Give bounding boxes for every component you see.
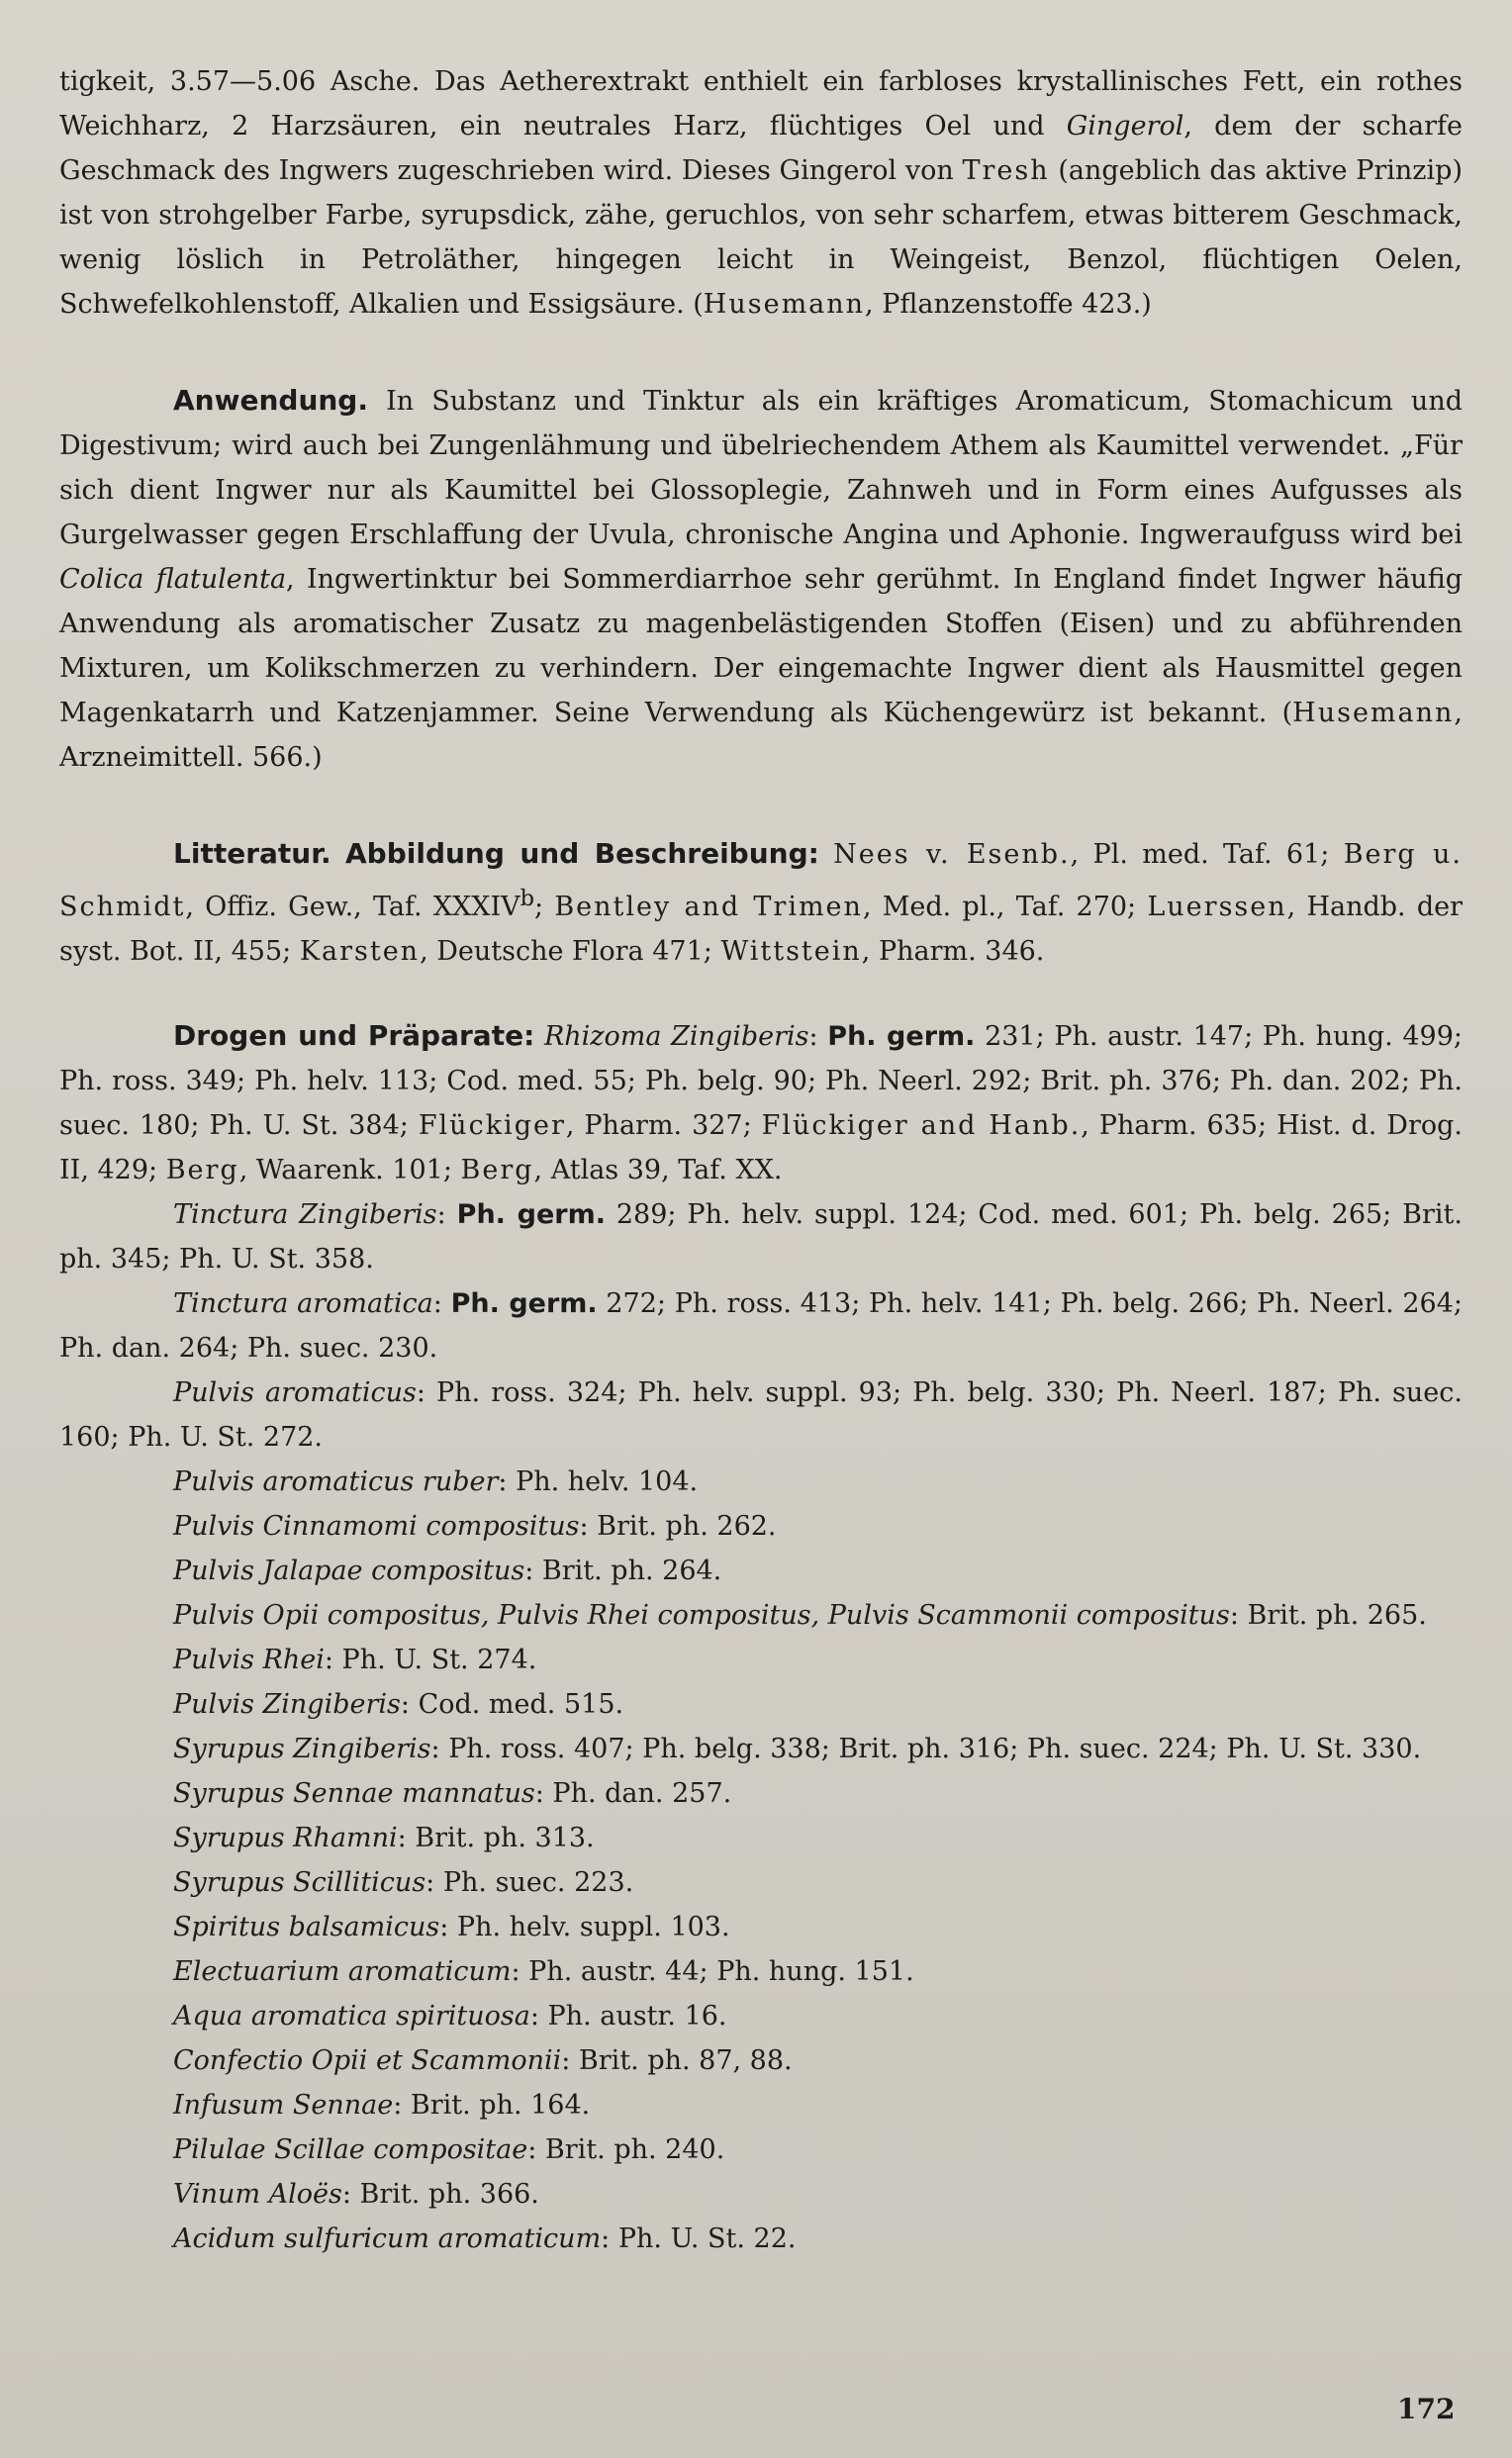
preparation-name: Pulvis Zingiberis: [173, 1689, 401, 1720]
preparation-ref: : Ph. austr. 16.: [529, 2001, 727, 2032]
ph-germ-label: Ph. germ.: [827, 1021, 976, 1052]
preparation-name: Pulvis aromaticus ruber: [173, 1466, 499, 1497]
preparation-ref: : Brit. ph. 265.: [1229, 1600, 1427, 1631]
preparation-name: Pulvis Cinnamomi compositus: [173, 1511, 580, 1542]
preparation-ref: : Ph. ross. 407; Ph. belg. 338; Brit. ph. 316; Ph. suec. 224; Ph. U. St. 330.: [430, 1734, 1422, 1764]
preparation-entry: [59, 1905, 1463, 1949]
preparation-entry: [59, 1994, 1463, 2038]
preparation-name: Electuarium aromaticum: [173, 1956, 512, 1987]
text-run: 289; Ph. helv. suppl. 124; Cod. med. 601; Ph. belg. 265; Brit. ph. 345; Ph. U. St. 358.: [59, 1199, 1463, 1275]
subsection-heading: Abbildung und Beschreibung:: [345, 837, 819, 870]
preparation-entry: [59, 1682, 1463, 1727]
preparation-name: Vinum Aloës: [173, 2179, 342, 2210]
preparation-name: Rhizoma Zingiberis: [543, 1021, 809, 1052]
anwendung-paragraph: [59, 378, 1463, 780]
drogen-paragraph: [59, 1013, 1463, 1192]
author-name: Flückiger: [418, 1110, 566, 1141]
preparation-ref: : Brit. ph. 264.: [524, 1556, 722, 1586]
author-name: Berg: [460, 1155, 534, 1185]
preparation-name: Infusum Sennae: [173, 2090, 394, 2121]
preparation-name: Syrupus Rhamni: [173, 1823, 398, 1853]
text-run: , Pflanzenstoffe 423.): [865, 289, 1152, 320]
preparation-paragraph: [59, 1192, 1463, 1281]
preparation-ref: : Ph. U. St. 274.: [324, 1645, 537, 1675]
preparation-name: Pulvis Opii compositus, Pulvis Rhei compositus, Pulvis Scammonii compositus: [173, 1600, 1230, 1631]
text-run: ;: [534, 892, 555, 922]
preparation-ref: : Brit. ph. 313.: [397, 1823, 595, 1853]
preparation-name: Tinctura Zingiberis: [173, 1199, 437, 1230]
author-name: Karsten: [299, 936, 421, 967]
author-name: Luerssen: [1147, 892, 1287, 922]
preparation-entry: [59, 1593, 1463, 1638]
preparation-entry: [59, 1816, 1463, 1860]
section-heading: Drogen und Präparate:: [173, 1019, 535, 1052]
preparation-entry: [59, 2172, 1463, 2217]
preparation-ref: : Ph. U. St. 22.: [601, 2223, 797, 2254]
preparation-ref: : Brit. ph. 262.: [579, 1511, 777, 1542]
author-name: Nees v. Esenb.: [833, 839, 1071, 870]
preparation-entry: [59, 1638, 1463, 1682]
litteratur-paragraph: [59, 831, 1463, 974]
preparation-ref: : Brit. ph. 366.: [341, 2179, 539, 2210]
text-run: tigkeit, 3.57—5.06 Asche. Das Aetherextrakt enthielt ein farbloses krystallinisches Fett, ein rothes Weichharz, 2 Harzsäuren, ein neutrales Harz, flüchtiges Oel und: [59, 66, 1463, 142]
text-run: In Substanz und Tinktur als ein kräftiges Aromaticum, Stomachicum und Digestivum; wird auch bei Zungenlähmung und übelriechendem Athem als Kaumittel verwendet. „Für sich dient Ingwer nur als Kaumittel bei Glossoplegie, Zahnweh und in Form eines Aufgusses als Gurgelwasser gegen Erschlaffung der Uvula, chronische Angina und Aphonie. Ingweraufguss wird bei: [59, 386, 1463, 550]
preparation-ref: : Brit. ph. 87, 88.: [561, 2045, 793, 2076]
text-run: , Med. pl., Taf. 270;: [862, 892, 1148, 922]
author-name: Berg: [165, 1155, 239, 1185]
preparation-name: Acidum sulfuricum aromaticum: [173, 2223, 602, 2254]
text-run: , Atlas 39, Taf. XX.: [533, 1155, 783, 1185]
preparation-ref: : Ph. austr. 44; Ph. hung. 151.: [511, 1956, 914, 1987]
preparation-name: Confectio Opii et Scammonii: [173, 2045, 562, 2076]
text-run: :: [432, 1288, 451, 1319]
text-run: 231; Ph. austr. 147; Ph. hung. 499; Ph. ross. 349; Ph. helv. 113; Cod. med. 55; Ph. belg. 90; Ph. Neerl. 292; Brit. ph. 376; Ph. dan. 202; Ph. suec. 180; Ph. U. St. 384;: [59, 1021, 1464, 1141]
preparation-name: Pulvis aromaticus: [173, 1377, 417, 1408]
preparation-name: Syrupus Sennae mannatus: [173, 1778, 535, 1809]
chemistry-paragraph: [59, 59, 1463, 327]
section-heading: Litteratur.: [173, 837, 331, 870]
author-name: Berg u. Schmidt: [59, 839, 1463, 922]
preparation-paragraph: [59, 1281, 1463, 1371]
italic-term: Colica flatulenta: [59, 564, 287, 595]
text-run: , Pharm. 346.: [861, 936, 1045, 967]
preparation-entry: [59, 1727, 1463, 1771]
text-run: , Pharm. 635; Hist. d. Drog. II, 429;: [59, 1110, 1463, 1185]
preparation-name: Aqua aromatica spirituosa: [173, 2001, 530, 2032]
text-run: :: [436, 1199, 457, 1230]
page-number: 172: [1397, 2393, 1456, 2425]
preparation-ref: : Ph. helv. suppl. 103.: [439, 1912, 730, 1942]
preparation-name: Pulvis Jalapae compositus: [173, 1556, 525, 1586]
text-run: , Offiz. Gew., Taf. XXXIV: [185, 892, 520, 922]
preparation-ref: : Ph. suec. 223.: [425, 1867, 634, 1898]
preparation-entry: [59, 1949, 1463, 1994]
text-run: , Ingwertinktur bei Sommerdiarrhoe sehr gerühmt. In England findet Ingwer häufig Anwendung als aromatischer Zusatz zu magenbelästigenden Stoffen (Eisen) und zu abführenden Mixturen, um Kolikschmerzen zu verhindern. Der eingemachte Ingwer dient als Hausmittel gegen Magenkatarrh und Katzenjammer. Seine Verwendung als Küchengewürz ist bekannt. (: [59, 564, 1463, 728]
section-heading: Anwendung.: [173, 384, 368, 417]
preparation-ref: : Ph. dan. 257.: [534, 1778, 732, 1809]
preparation-paragraph: [59, 1371, 1463, 1460]
preparation-entry: [59, 1771, 1463, 1816]
preparation-entry: [59, 1504, 1463, 1549]
text-run: , Pharm. 327;: [565, 1110, 762, 1141]
text-run: , Arzneimittell. 566.): [59, 698, 1463, 773]
preparation-name: Tinctura aromatica: [173, 1288, 433, 1319]
page-content: [59, 59, 1463, 2261]
text-run: (angeblich das aktive Prinzip) ist von strohgelber Farbe, syrupsdick, zähe, geruchlos, von sehr scharfem, etwas bitterem Geschmack, wenig löslich in Petroläther, hingegen leicht in Weingeist, Benzol, flüchtigen Oelen, Schwefelkohlenstoff, Alkalien und Essigsäure. (: [59, 155, 1463, 320]
text-run: , Deutsche Flora 471;: [420, 936, 721, 967]
author-name: Wittstein: [720, 936, 862, 967]
preparation-name: Pulvis Rhei: [173, 1645, 325, 1675]
author-name: Husemann: [703, 289, 866, 320]
author-name: Bentley and Trimen: [554, 892, 863, 922]
text-run: , Pl. med. Taf. 61;: [1070, 839, 1344, 870]
text-run: , Waarenk. 101;: [238, 1155, 461, 1185]
preparation-entry: [59, 1549, 1463, 1593]
preparation-entry: [59, 1460, 1463, 1504]
preparation-entry: [59, 2083, 1463, 2127]
preparation-name: Syrupus Zingiberis: [173, 1734, 431, 1764]
preparation-ref: : Cod. med. 515.: [400, 1689, 624, 1720]
ph-germ-label: Ph. germ.: [450, 1288, 598, 1319]
preparation-name: Syrupus Scilliticus: [173, 1867, 426, 1898]
text-run: :: [808, 1021, 828, 1052]
preparation-name: Spiritus balsamicus: [173, 1912, 440, 1942]
preparation-entry: [59, 2038, 1463, 2083]
text-run: : Ph. ross. 324; Ph. helv. suppl. 93; Ph. belg. 330; Ph. Neerl. 187; Ph. suec. 160; Ph. U. St. 272.: [59, 1377, 1463, 1453]
text-run: , dem der scharfe Geschmack des Ingwers zugeschrieben wird. Dieses Gingerol von: [59, 111, 1463, 186]
superscript: b: [520, 886, 535, 911]
italic-term: Gingerol: [1066, 111, 1184, 142]
text-run: , Handb. der syst. Bot. II, 455;: [59, 892, 1463, 967]
preparation-entry: [59, 2217, 1463, 2261]
preparation-entry: [59, 2127, 1463, 2172]
author-name: Flückiger and Hanb.: [761, 1110, 1082, 1141]
text-run: 272; Ph. ross. 413; Ph. helv. 141; Ph. belg. 266; Ph. Neerl. 264; Ph. dan. 264; Ph. suec. 230.: [59, 1288, 1463, 1364]
preparation-ref: : Ph. helv. 104.: [498, 1466, 699, 1497]
ph-germ-label: Ph. germ.: [456, 1199, 606, 1230]
preparation-ref: : Brit. ph. 240.: [527, 2134, 725, 2165]
preparation-ref: : Brit. ph. 164.: [393, 2090, 591, 2121]
author-name: Tresh: [962, 155, 1050, 186]
preparation-name: Pilulae Scillae compositae: [173, 2134, 528, 2165]
preparation-entry: [59, 1860, 1463, 1905]
author-name: Husemann: [1292, 698, 1455, 728]
